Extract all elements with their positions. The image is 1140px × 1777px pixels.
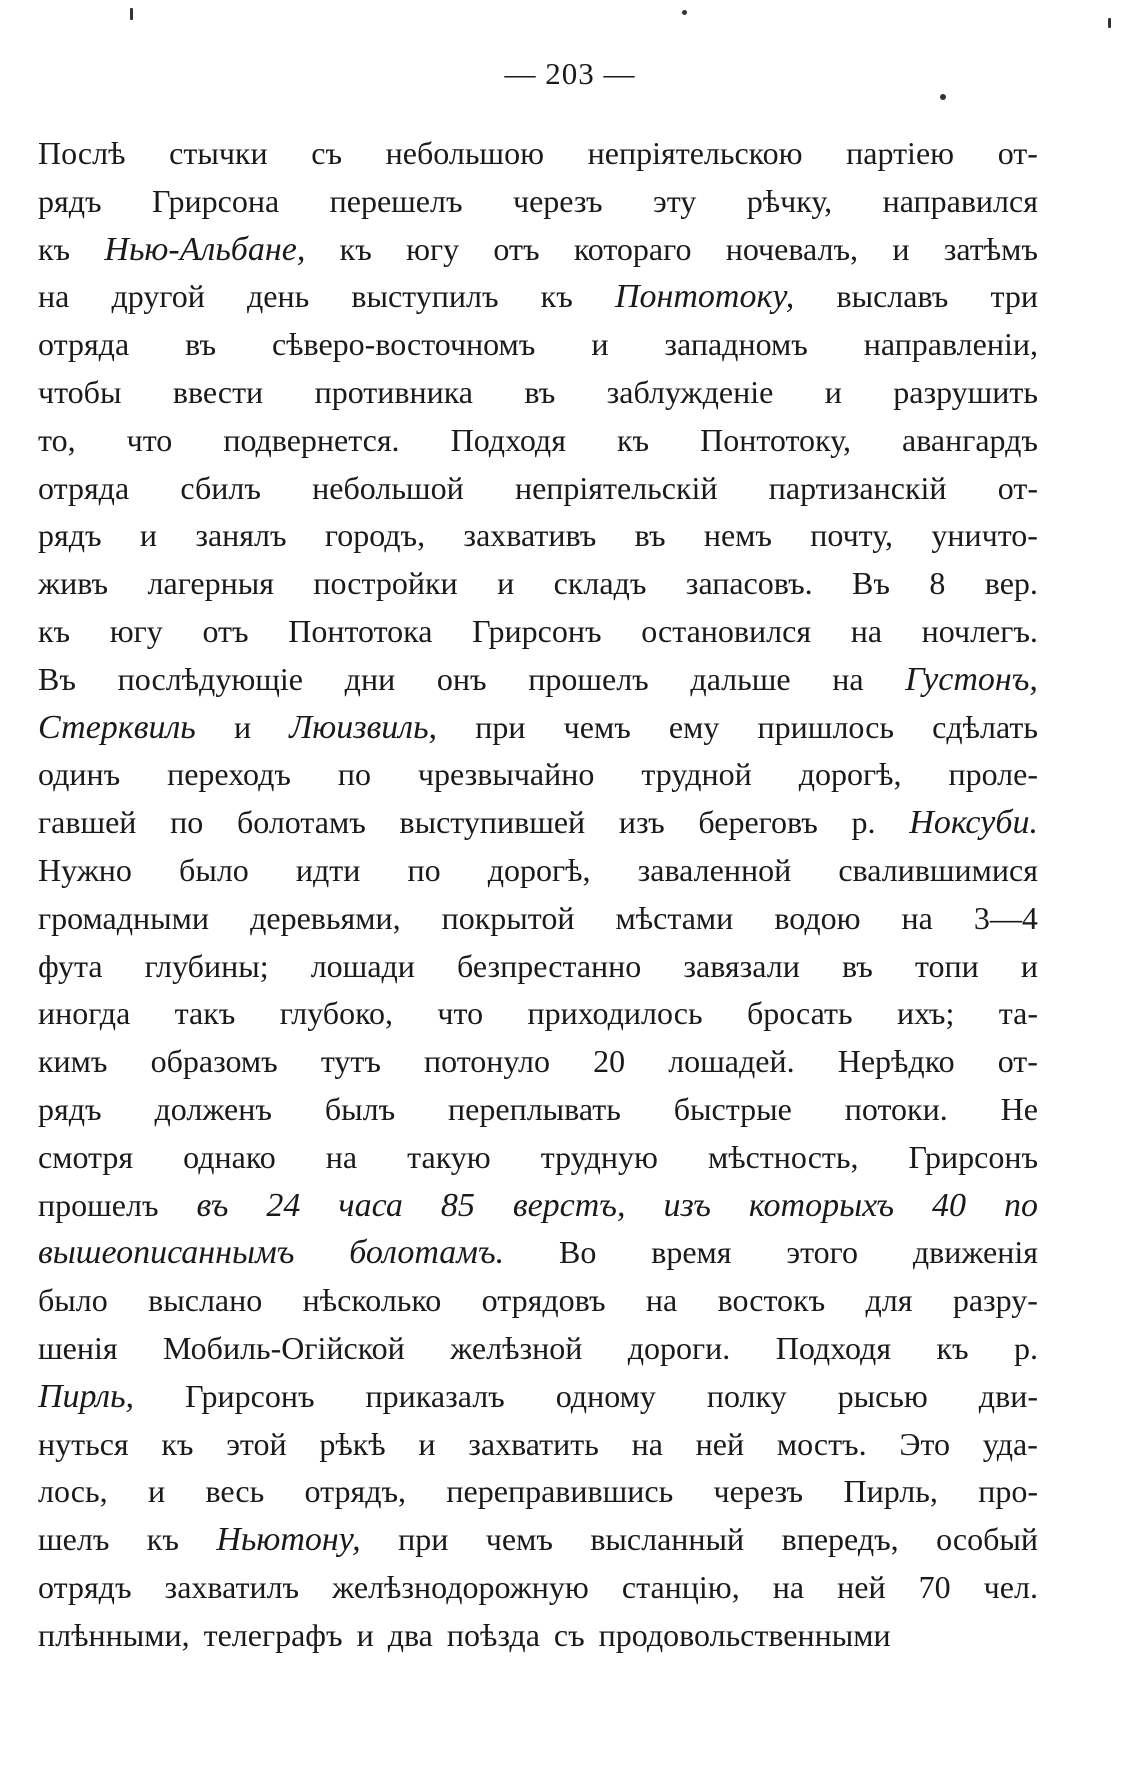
text-line bbox=[38, 135, 1038, 183]
word: фута bbox=[38, 947, 103, 984]
word: по bbox=[407, 851, 441, 888]
word: разру- bbox=[952, 1282, 1038, 1319]
word: то, bbox=[38, 421, 76, 458]
word: при bbox=[475, 708, 526, 745]
word: и bbox=[356, 1616, 374, 1653]
word: дорогѣ, bbox=[798, 756, 902, 793]
word: прошелъ bbox=[38, 1186, 159, 1223]
word: чел. bbox=[983, 1568, 1038, 1605]
word: поѣзда bbox=[446, 1616, 540, 1653]
word: болотамъ bbox=[236, 804, 366, 841]
word: бросать bbox=[746, 995, 853, 1032]
word: Понтотока bbox=[288, 612, 433, 649]
word: подвернется. bbox=[223, 421, 400, 458]
italic-word: Стерквиль bbox=[38, 708, 196, 746]
word: от- bbox=[997, 1043, 1038, 1080]
word: другой bbox=[111, 278, 205, 315]
word: на bbox=[645, 1282, 678, 1319]
italic-word: изъ bbox=[663, 1186, 711, 1224]
text-line bbox=[38, 1617, 1038, 1665]
word: два bbox=[387, 1616, 433, 1653]
word: онъ bbox=[436, 660, 487, 697]
print-speck bbox=[130, 8, 133, 20]
word: весь bbox=[205, 1473, 265, 1510]
text-line bbox=[38, 278, 1038, 326]
page-number: — 203 — bbox=[504, 56, 636, 91]
word: по bbox=[337, 756, 371, 793]
word: выславъ bbox=[836, 278, 949, 315]
word: востокъ bbox=[717, 1282, 826, 1319]
word: кимъ bbox=[38, 1043, 108, 1080]
word: и bbox=[892, 230, 910, 267]
word: эту bbox=[652, 182, 697, 219]
word: такъ bbox=[174, 995, 236, 1032]
italic-word: Понтотоку, bbox=[614, 278, 795, 316]
word: черезъ bbox=[713, 1473, 804, 1510]
italic-word: верстъ, bbox=[512, 1186, 626, 1224]
word: мѣстами bbox=[615, 899, 734, 936]
word: Послѣ bbox=[38, 135, 126, 171]
word: чтобы bbox=[38, 373, 122, 410]
word: Во bbox=[559, 1234, 597, 1271]
word: желѣзной bbox=[450, 1329, 583, 1366]
word: Пирль, bbox=[843, 1473, 938, 1510]
word: переправившись bbox=[446, 1473, 674, 1510]
word: и bbox=[147, 1473, 166, 1510]
text-line bbox=[38, 1043, 1038, 1091]
body-text bbox=[38, 135, 1038, 1665]
text-line bbox=[38, 1521, 1038, 1569]
word: городъ, bbox=[324, 517, 426, 554]
italic-word: 85 bbox=[440, 1186, 475, 1224]
word: Въ bbox=[38, 660, 76, 697]
word: 8 bbox=[929, 565, 946, 602]
word: этого bbox=[786, 1234, 858, 1271]
text-line bbox=[38, 1426, 1038, 1474]
italic-word: Ньютону, bbox=[216, 1521, 361, 1559]
word: лошадей. bbox=[668, 1043, 795, 1080]
word: р. bbox=[851, 804, 876, 841]
word: Въ bbox=[852, 565, 890, 602]
text-line bbox=[38, 613, 1038, 661]
word: чемъ bbox=[563, 708, 631, 745]
italic-word: 24 bbox=[266, 1186, 301, 1224]
word: этой bbox=[226, 1425, 287, 1462]
text-line bbox=[38, 517, 1038, 565]
word: Грирсона bbox=[152, 182, 280, 219]
word: на bbox=[901, 899, 933, 936]
word: въ bbox=[841, 947, 873, 984]
word: въ bbox=[185, 326, 216, 363]
word: отъ bbox=[493, 230, 540, 267]
word: переплывать bbox=[448, 1090, 621, 1127]
word: движенія bbox=[912, 1234, 1038, 1271]
text-line bbox=[38, 1569, 1038, 1617]
word: долженъ bbox=[154, 1090, 272, 1127]
text-line bbox=[38, 852, 1038, 900]
text-line bbox=[38, 1473, 1038, 1521]
word: и bbox=[1020, 947, 1038, 984]
word: къ bbox=[161, 1425, 194, 1462]
word: къ bbox=[146, 1521, 179, 1558]
text-line bbox=[38, 1282, 1038, 1330]
word: къ bbox=[616, 421, 650, 458]
word: отрядовъ bbox=[481, 1282, 606, 1319]
word: береговъ bbox=[698, 804, 818, 841]
print-speck bbox=[682, 10, 687, 15]
italic-word: Люизвиль, bbox=[289, 708, 438, 746]
word: чрезвычайно bbox=[417, 756, 595, 793]
word: рядъ bbox=[38, 517, 102, 554]
word: Грирсонъ bbox=[472, 612, 602, 649]
word: рѣкѣ bbox=[319, 1425, 386, 1462]
word: югу bbox=[109, 612, 163, 649]
word: небольшой bbox=[312, 469, 464, 506]
word: глубоко, bbox=[279, 995, 393, 1032]
word: живъ bbox=[38, 565, 109, 602]
word: шелъ bbox=[38, 1521, 110, 1558]
word: водою bbox=[774, 899, 861, 936]
word: лось, bbox=[38, 1473, 108, 1510]
word: потонуло bbox=[424, 1043, 550, 1080]
word: та- bbox=[998, 995, 1038, 1032]
word: высланный bbox=[590, 1521, 745, 1558]
word: непріятельскою bbox=[587, 135, 803, 171]
word: къ bbox=[38, 612, 71, 649]
text-line bbox=[38, 1330, 1038, 1378]
word: 3—4 bbox=[973, 899, 1038, 936]
word: и bbox=[139, 517, 157, 554]
word: послѣдующіе bbox=[117, 660, 303, 697]
word: котораго bbox=[573, 230, 692, 267]
word: рядъ bbox=[38, 1090, 102, 1127]
word: партіею bbox=[846, 135, 955, 171]
word: отрядъ bbox=[38, 1568, 132, 1605]
word: съ bbox=[553, 1616, 585, 1653]
word: къ bbox=[540, 278, 573, 315]
word: что bbox=[126, 421, 173, 458]
word: захватить bbox=[468, 1425, 599, 1462]
text-line bbox=[38, 709, 1038, 757]
italic-word: болотамъ. bbox=[349, 1234, 505, 1272]
word: разрушить bbox=[893, 373, 1038, 410]
text-line bbox=[38, 183, 1038, 231]
word: для bbox=[865, 1282, 913, 1319]
word: отряда bbox=[38, 469, 130, 506]
word: гавшей bbox=[38, 804, 137, 841]
word: направленіи, bbox=[863, 326, 1038, 363]
word: выступилъ bbox=[351, 278, 499, 315]
word: лошади bbox=[310, 947, 415, 984]
print-speck bbox=[1108, 18, 1111, 28]
italic-word: по bbox=[1003, 1186, 1038, 1224]
text-line bbox=[38, 1187, 1038, 1235]
word: 70 bbox=[918, 1568, 951, 1605]
word: полку bbox=[706, 1377, 787, 1414]
text-line bbox=[38, 804, 1038, 852]
word: приходилось bbox=[527, 995, 703, 1032]
word: Не bbox=[1000, 1090, 1038, 1127]
word: къ bbox=[339, 230, 372, 267]
word: нуться bbox=[38, 1425, 129, 1462]
word: стычки bbox=[169, 135, 268, 171]
text-line bbox=[38, 374, 1038, 422]
word: мостъ. bbox=[776, 1425, 867, 1462]
word: въ bbox=[524, 373, 556, 410]
word: изъ bbox=[618, 804, 665, 841]
word: ихъ; bbox=[896, 995, 955, 1032]
word: безпрестанно bbox=[457, 947, 642, 984]
word: желѣзнодорожную bbox=[332, 1568, 589, 1605]
text-line bbox=[38, 565, 1038, 613]
italic-word: 40 bbox=[931, 1186, 966, 1224]
word: остановился bbox=[641, 612, 812, 649]
italic-word: въ bbox=[196, 1186, 229, 1224]
word: р. bbox=[1013, 1329, 1038, 1366]
word: пришлось bbox=[757, 708, 894, 745]
word: перешелъ bbox=[329, 182, 463, 219]
word: такую bbox=[407, 1138, 491, 1175]
word: заблужденіе bbox=[606, 373, 774, 410]
word: мѣстность, bbox=[707, 1138, 859, 1175]
word: рядъ bbox=[38, 182, 102, 219]
word: сбилъ bbox=[180, 469, 261, 506]
text-line bbox=[38, 995, 1038, 1043]
word: Мобиль-Огійской bbox=[163, 1329, 405, 1366]
italic-word: которыхъ bbox=[748, 1186, 894, 1224]
word: свалившимися bbox=[838, 851, 1038, 888]
word: съ bbox=[311, 135, 342, 171]
text-line bbox=[38, 1139, 1038, 1187]
word: плѣнными, bbox=[38, 1616, 190, 1653]
word: было bbox=[38, 1282, 108, 1319]
word: югу bbox=[406, 230, 460, 267]
word: завязали bbox=[683, 947, 800, 984]
word: приказалъ bbox=[365, 1377, 505, 1414]
word: отъ bbox=[202, 612, 249, 649]
word: складъ bbox=[553, 565, 647, 602]
italic-word: Пирль, bbox=[38, 1377, 135, 1415]
text-line bbox=[38, 1378, 1038, 1426]
word: деревьями, bbox=[250, 899, 401, 936]
word: отрядъ, bbox=[304, 1473, 407, 1510]
italic-word: Нью-Альбане, bbox=[104, 230, 306, 268]
word: образомъ bbox=[150, 1043, 278, 1080]
word: авангардъ bbox=[901, 421, 1038, 458]
word: и bbox=[418, 1425, 436, 1462]
word: Подходя bbox=[775, 1329, 892, 1366]
word: смотря bbox=[38, 1138, 134, 1175]
word: занялъ bbox=[195, 517, 287, 554]
word: Это bbox=[899, 1425, 951, 1462]
word: Грирсонъ bbox=[908, 1138, 1038, 1175]
word: одному bbox=[555, 1377, 656, 1414]
italic-word: часа bbox=[338, 1186, 403, 1224]
word: выслано bbox=[148, 1282, 263, 1319]
word: ему bbox=[668, 708, 720, 745]
word: Понтотоку, bbox=[700, 421, 851, 458]
word: от- bbox=[997, 469, 1038, 506]
word: заваленной bbox=[637, 851, 792, 888]
word: на bbox=[631, 1425, 663, 1462]
word: на bbox=[325, 1138, 358, 1175]
text-line bbox=[38, 231, 1038, 279]
word: нѣсколько bbox=[302, 1282, 442, 1319]
word: было bbox=[179, 851, 249, 888]
text-line bbox=[38, 756, 1038, 804]
word: ночевалъ, bbox=[725, 230, 859, 267]
word: на bbox=[850, 612, 883, 649]
word: рѣчку, bbox=[746, 182, 833, 219]
word: Грирсонъ bbox=[185, 1377, 315, 1414]
word: одинъ bbox=[38, 756, 121, 793]
word: дальше bbox=[690, 660, 791, 697]
word: переходъ bbox=[167, 756, 291, 793]
word: три bbox=[990, 278, 1038, 315]
word: иногда bbox=[38, 995, 131, 1032]
word: противника bbox=[314, 373, 473, 410]
word: Нерѣдко bbox=[837, 1043, 955, 1080]
word: дороги. bbox=[627, 1329, 731, 1366]
word: партизанскій bbox=[768, 469, 947, 506]
word: къ bbox=[38, 230, 71, 267]
word: и bbox=[591, 326, 609, 363]
word: дорогѣ, bbox=[487, 851, 591, 888]
word: западномъ bbox=[664, 326, 808, 363]
word: уничто- bbox=[931, 517, 1038, 554]
word: выступившей bbox=[399, 804, 586, 841]
word: топи bbox=[914, 947, 979, 984]
text-line bbox=[38, 900, 1038, 948]
text-line bbox=[38, 1234, 1038, 1282]
word: рысью bbox=[837, 1377, 928, 1414]
word: въ bbox=[634, 517, 666, 554]
word: что bbox=[437, 995, 484, 1032]
word: по bbox=[170, 804, 204, 841]
word: станцію, bbox=[621, 1568, 740, 1605]
word: ночлегъ. bbox=[921, 612, 1038, 649]
word: на bbox=[772, 1568, 805, 1605]
word: непріятельскій bbox=[514, 469, 718, 506]
word: ввести bbox=[172, 373, 264, 410]
text-line bbox=[38, 661, 1038, 709]
word: прошелъ bbox=[528, 660, 649, 697]
word: на bbox=[38, 278, 70, 315]
word: особый bbox=[936, 1521, 1038, 1558]
text-line bbox=[38, 326, 1038, 374]
word: ней bbox=[695, 1425, 745, 1462]
word: быстрые bbox=[673, 1090, 792, 1127]
print-speck bbox=[940, 94, 946, 100]
word: и bbox=[824, 373, 842, 410]
word: громадными bbox=[38, 899, 210, 936]
word: отряда bbox=[38, 326, 130, 363]
word: захвативъ bbox=[463, 517, 597, 554]
word: уда- bbox=[982, 1425, 1038, 1462]
word: сдѣлать bbox=[932, 708, 1038, 745]
text-line bbox=[38, 1091, 1038, 1139]
word: былъ bbox=[324, 1090, 396, 1127]
word: и bbox=[497, 565, 515, 602]
word: на bbox=[832, 660, 864, 697]
word: 20 bbox=[593, 1043, 626, 1080]
word: ней bbox=[837, 1568, 886, 1605]
word: трудную bbox=[540, 1138, 658, 1175]
word: идти bbox=[295, 851, 361, 888]
word: проле- bbox=[948, 756, 1038, 793]
italic-word: Ноксуби. bbox=[909, 804, 1038, 842]
word: дви- bbox=[978, 1377, 1038, 1414]
word: къ bbox=[936, 1329, 969, 1366]
word: при bbox=[398, 1521, 449, 1558]
word: телеграфъ bbox=[203, 1616, 343, 1653]
word: лагерныя bbox=[147, 565, 274, 602]
italic-word: Густонъ, bbox=[905, 660, 1038, 698]
word: продовольственными bbox=[598, 1616, 891, 1653]
word: Нужно bbox=[38, 851, 132, 888]
word: покрытой bbox=[441, 899, 575, 936]
word: впередъ, bbox=[781, 1521, 899, 1558]
word: небольшою bbox=[385, 135, 544, 171]
word: дни bbox=[344, 660, 396, 697]
word: затѣмъ bbox=[943, 230, 1038, 267]
word: немъ bbox=[703, 517, 772, 554]
word: день bbox=[246, 278, 310, 315]
word: потоки. bbox=[844, 1090, 948, 1127]
word: тутъ bbox=[320, 1043, 381, 1080]
word: захватилъ bbox=[164, 1568, 300, 1605]
text-line bbox=[38, 470, 1038, 518]
word: и bbox=[233, 708, 252, 745]
text-line bbox=[38, 948, 1038, 996]
word: запасовъ. bbox=[685, 565, 813, 602]
word: время bbox=[651, 1234, 732, 1271]
word: шенія bbox=[38, 1329, 118, 1366]
word: трудной bbox=[641, 756, 752, 793]
word: вер. bbox=[984, 565, 1038, 602]
word: от- bbox=[997, 135, 1038, 171]
italic-word: вышеописаннымъ bbox=[38, 1234, 295, 1272]
word: Подходя bbox=[450, 421, 566, 458]
text-line bbox=[38, 422, 1038, 470]
word: однако bbox=[183, 1138, 276, 1175]
word: глубины; bbox=[144, 947, 269, 984]
word: направился bbox=[882, 182, 1038, 219]
word: черезъ bbox=[512, 182, 603, 219]
word: про- bbox=[978, 1473, 1038, 1510]
word: чемъ bbox=[485, 1521, 553, 1558]
word: постройки bbox=[313, 565, 458, 602]
word: сѣверо-восточномъ bbox=[271, 326, 536, 363]
word: почту, bbox=[810, 517, 894, 554]
